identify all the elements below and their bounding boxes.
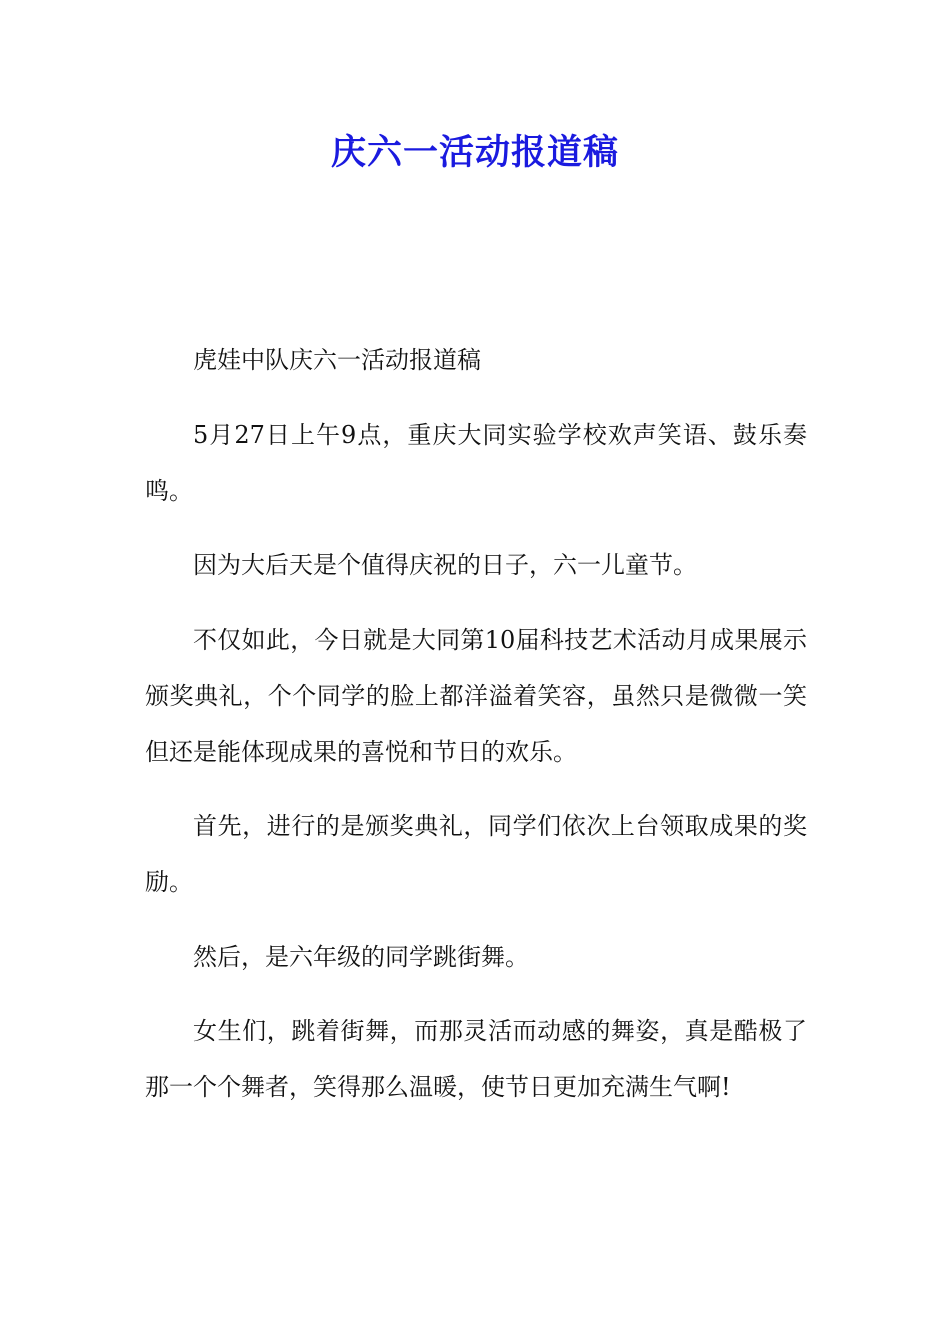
paragraph-opening: 5月27日上午9点，重庆大同实验学校欢声笑语、鼓乐奏鸣。 — [145, 420, 807, 505]
paragraph-dancers: 女生们，跳着街舞，而那灵活而动感的舞姿，真是酷极了那一个个舞者，笑得那么温暖，使节日更加充满生气啊! — [145, 1017, 807, 1101]
document-body — [145, 332, 807, 1134]
paragraph-report-heading: 虎娃中队庆六一活动报道稿 — [193, 346, 481, 374]
document-title: 庆六一活动报道稿 — [330, 133, 619, 173]
paragraph-ceremony: 不仅如此，今日就是大同第10届科技艺术活动月成果展示颁奖典礼，个个同学的脸上都洋溢着笑容，虽然只是微微一笑但还是能体现成果的喜悦和节日的欢乐。 — [145, 625, 807, 766]
paragraph-awards: 首先，进行的是颁奖典礼，同学们依次上台领取成果的奖励。 — [145, 812, 807, 896]
paragraph-childrens-day: 因为大后天是个值得庆祝的日子，六一儿童节。 — [193, 551, 697, 579]
paragraph-street-dance: 然后，是六年级的同学跳街舞。 — [193, 942, 529, 971]
